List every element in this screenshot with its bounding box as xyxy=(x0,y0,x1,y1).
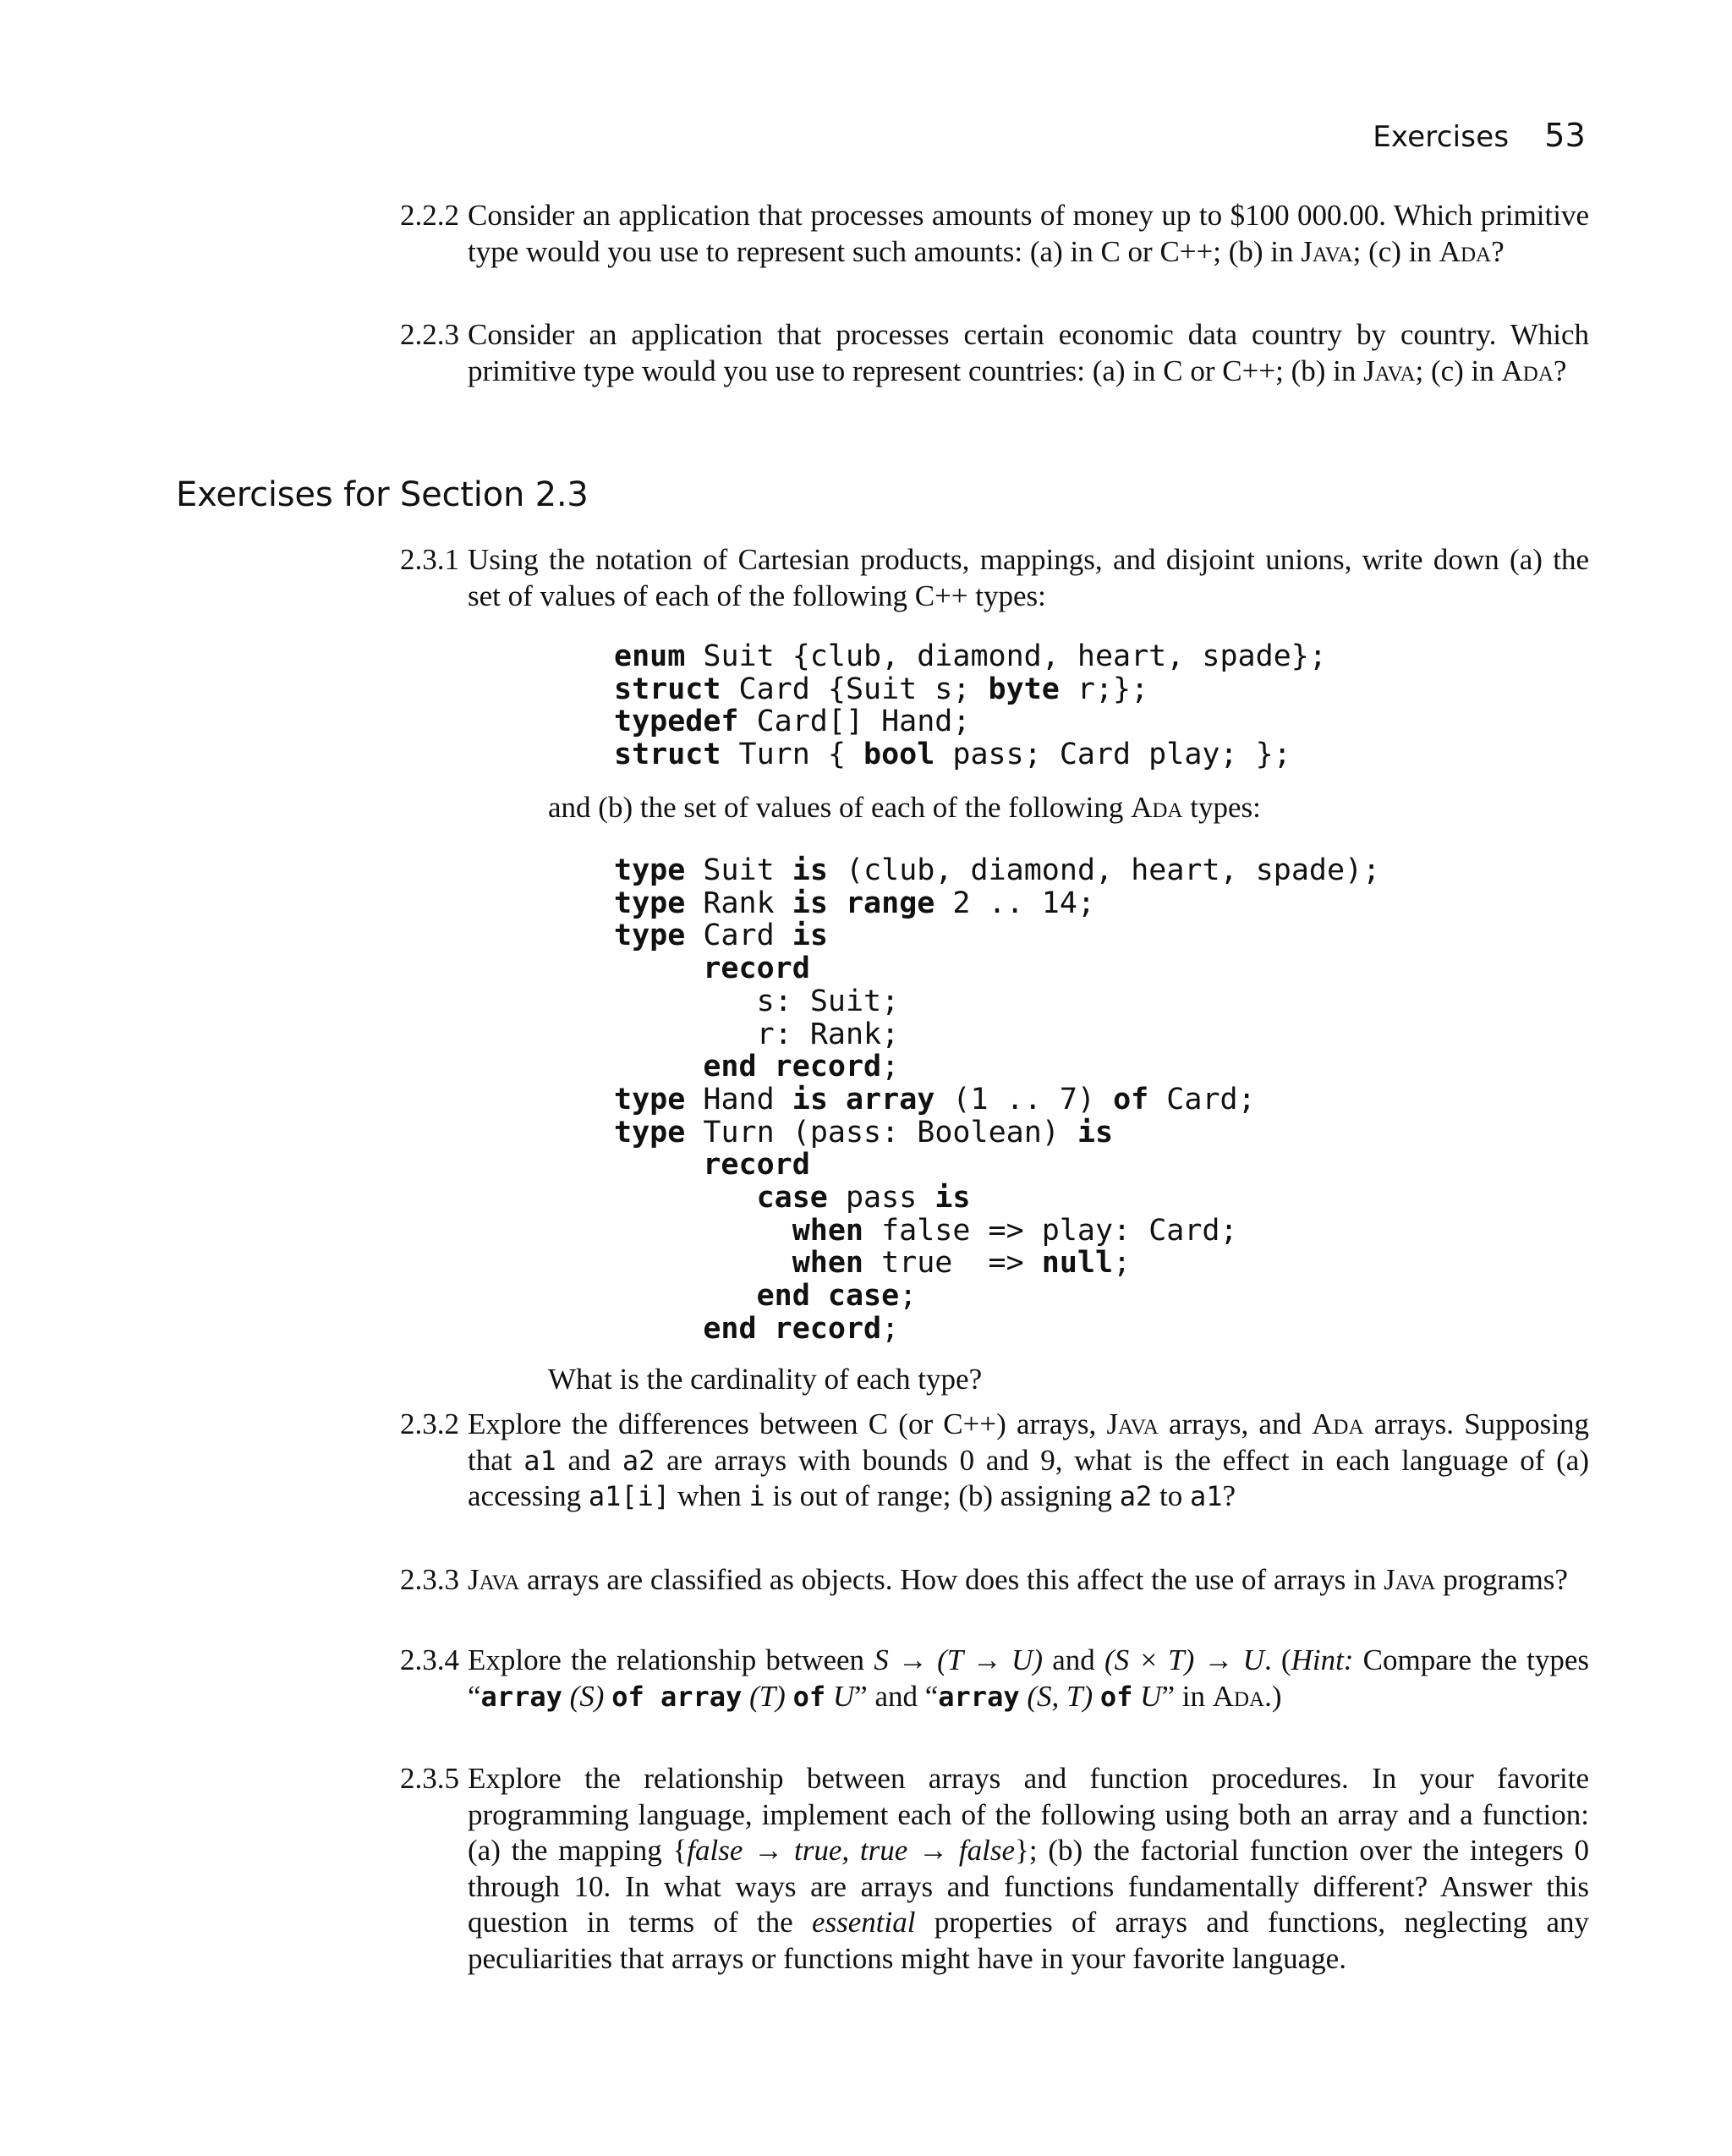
exercise-2-3-5 xyxy=(400,1761,1590,1977)
exercise-text: Explore the relationship between S → (T → U) and (S × T) → U. (Hint: Compare the types “array (S) of array (T) of U” and “array (S, T) of U” in Ada.) xyxy=(468,1643,1590,1713)
exercise-text: Explore the differences between C (or C++) arrays, Java arrays, and Ada arrays. Supposing that a1 and a2 are arrays with bounds 0 and 9, what is the effect in each language of (a) accessing a1[i] when i is out of range; (b) assigning a2 to a1? xyxy=(468,1407,1589,1512)
exercise-number: 2.2.2 xyxy=(400,199,459,232)
code-line: type Hand is array (1 .. 7) of Card; xyxy=(614,1082,1256,1116)
exercise-text: Consider an application that processes amounts of money up to $100 000.00. Which primitive type would you use to represent such amounts: (a) in C or C++; (b) in Java; (c) in Ada? xyxy=(468,199,1589,268)
exercise-text: Java arrays are classified as objects. How does this affect the use of arrays in Java programs? xyxy=(468,1563,1568,1596)
exercise-text: Explore the relationship between arrays and function procedures. In your favorite programming language, implement each of the following using both an array and a function: (a) the mapping {false → true, true → false}; (b) the factorial function over the integers 0 through 10. In what ways are arrays and functions fundamentally different? Answer this question in terms of the essential properties of arrays and functions, neglecting any peculiarities that arrays or functions might have in your favorite language. xyxy=(468,1762,1590,1975)
code-line: type Turn (pass: Boolean) is xyxy=(614,1115,1114,1149)
code-line: when false => play: Card; xyxy=(792,1213,1238,1248)
code-line: type Suit is (club, diamond, heart, spade); xyxy=(614,853,1381,887)
exercise-2-3-3 xyxy=(400,1562,1589,1599)
exercise-2-3-1 xyxy=(400,542,1589,614)
code-line: enum Suit {club, diamond, heart, spade}; xyxy=(614,639,1327,673)
exercise-number: 2.3.3 xyxy=(400,1563,459,1596)
exercise-number: 2.3.1 xyxy=(400,543,459,576)
code-line: end case; xyxy=(756,1279,918,1314)
exercise-number: 2.3.5 xyxy=(400,1762,459,1795)
exercise-text: Using the notation of Cartesian products, mappings, and disjoint unions, write down (a) the set of values of each of the following C++ types: xyxy=(468,543,1589,612)
exercise-number: 2.3.4 xyxy=(400,1643,459,1676)
section-heading: Exercises for Section 2.3 xyxy=(176,475,589,514)
code-line: struct Turn { bool pass; Card play; }; xyxy=(614,738,1291,772)
code-line: type Rank is range 2 .. 14; xyxy=(614,886,1095,920)
code-line: case pass is xyxy=(756,1181,971,1215)
code-line: record xyxy=(703,952,810,986)
exercise-2-2-3 xyxy=(400,317,1589,389)
code-line: end record; xyxy=(703,1311,900,1346)
code-line: typedef Card[] Hand; xyxy=(614,705,971,739)
page-number: 53 xyxy=(1544,117,1586,154)
running-head-label: Exercises xyxy=(1373,120,1510,154)
cpp-code-block xyxy=(614,640,1327,771)
exercise-2-3-2 xyxy=(400,1407,1589,1515)
exercise-2-2-2 xyxy=(400,198,1589,270)
code-line: s: Suit; xyxy=(756,984,900,1018)
code-line: r: Rank; xyxy=(756,1017,900,1051)
code-line: when true => null; xyxy=(792,1246,1132,1281)
exercise-text: Consider an application that processes certain economic data country by country. Which primitive type would you use to represent countries: (a) in C or C++; (b) in Java; (c) in Ada? xyxy=(468,318,1589,387)
code-line: end record; xyxy=(703,1050,900,1084)
exercise-number: 2.2.3 xyxy=(400,318,459,351)
code-line: record xyxy=(703,1148,810,1182)
code-line: type Card is xyxy=(614,919,828,953)
running-head xyxy=(1373,117,1586,154)
code-line: struct Card {Suit s; byte r;}; xyxy=(614,672,1149,706)
exercise-2-3-4 xyxy=(400,1643,1590,1714)
ada-code-block xyxy=(614,854,1380,1346)
exercise-number: 2.3.2 xyxy=(400,1407,459,1440)
exercise-2-3-1-part-b: and (b) the set of values of each of the following Ada types: xyxy=(548,791,1261,824)
cardinality-question: What is the cardinality of each type? xyxy=(548,1363,983,1396)
